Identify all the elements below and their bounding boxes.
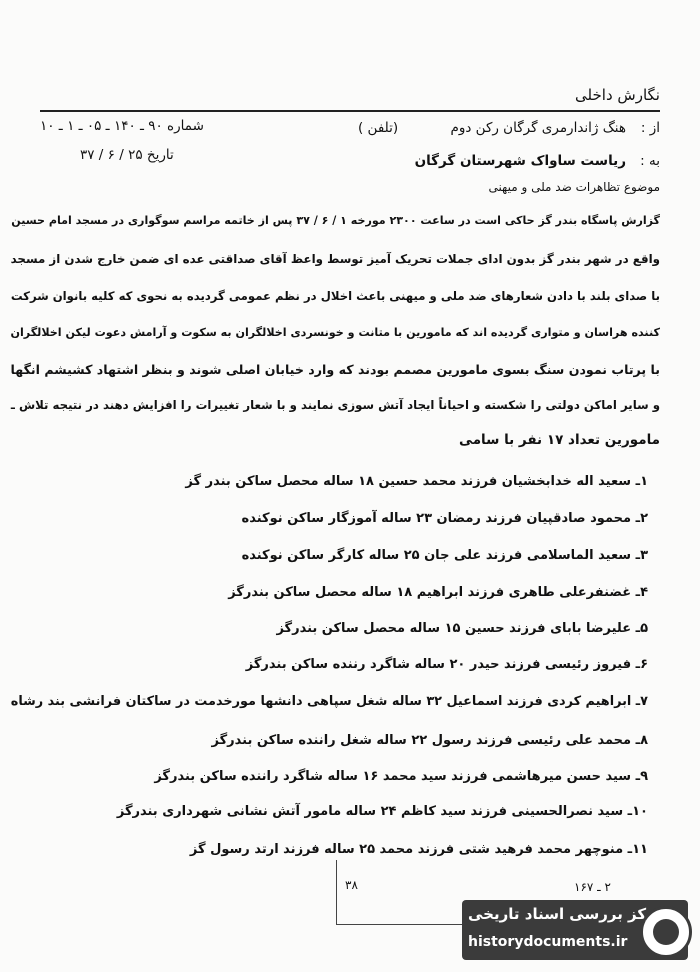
- list-item: ۸ـ محمد علی رئیسی فرزند رسول ۲۲ ساله شغل راننده ساکن بندرگز: [211, 733, 648, 748]
- body-line-7: مامورین تعداد ۱۷ نفر با سامی: [459, 432, 660, 448]
- list-item: ۶ـ فیروز رئیسی فرزند حیدر ۲۰ ساله شاگرد رننده ساکن بندرگز: [245, 657, 648, 672]
- body-line-4: کننده هراسان و متواری گردیده اند که مامورین با متانت و خونسردی اخلالگران به سکوت و آرامش دعوت لیکن اخلالگران: [10, 326, 660, 339]
- list-item: ۱۰ـ سید نصرالحسینی فرزند سید کاظم ۲۴ ساله مامور آتش نشانی شهرداری بندرگز: [116, 804, 648, 819]
- list-item: ۵ـ علیرضا بابای فرزند حسین ۱۵ ساله محصل ساکن بندرگز: [276, 621, 648, 636]
- list-item: ۱۱ـ منوچهر محمد فرهید شتی فرزند محمد ۲۵ ساله فرزند ارتد رسول گز: [189, 842, 648, 857]
- from-label: از :: [640, 120, 660, 136]
- watermark-title: مرکز بررسی اسناد تاریخی: [468, 905, 665, 923]
- list-item: ۴ـ غضنفرعلی طاهری فرزند ابراهیم ۱۸ ساله محصل ساکن بندرگز: [228, 585, 648, 600]
- list-item: ۱ـ سعید اله خدابخشیان فرزند محمد حسین ۱۸ ساله محصل ساکن بندر گز: [185, 474, 648, 489]
- signature-box: [336, 860, 467, 925]
- signature-mark: ۳۸: [345, 878, 358, 892]
- letter-number: شماره ۹۰ ـ ۱۴۰ ـ ۰۵ ـ ۱ ـ ۱۰: [40, 118, 204, 134]
- to-label: به :: [640, 153, 660, 169]
- to-value: ریاست ساواک شهرستان گرگان: [414, 153, 626, 169]
- body-line-3: با صدای بلند با دادن شعارهای ضد ملی و میهنی باعث اخلال در نظم عمومی گردیده به نحوی که کلیه بانوان شرکت: [10, 289, 660, 303]
- from-value: هنگ ژاندارمری گرگان رکن دوم: [450, 120, 626, 136]
- body-line-6: و سایر اماکن دولتی را شکسته و احیاناً ایجاد آتش سوزی نمایند و با شعار تغییرات را افزایش دهند در نتیجه تلاش ـ: [10, 398, 660, 412]
- list-item: ۷ـ ابراهیم کردی فرزند اسماعیل ۳۲ ساله شغل سپاهی دانشها مورخدمت در ساکتان فرانشی بند رشاه: [10, 694, 648, 709]
- body-line-2: واقع در شهر بندر گز بدون ادای جملات تحریک آمیز توسط واعظ آقای صداقتی عده ای ضمن خارج شدن از مسجد: [10, 252, 660, 266]
- reference-code: ۲ ـ ۱۶۷: [574, 880, 611, 894]
- subject-line: موضوع تظاهرات ضد ملی و میهنی: [488, 180, 660, 194]
- body-line-1: گزارش پاسگاه بندر گز حاکی است در ساعت ۲۳۰۰ مورخه ۱ / ۶ / ۳۷ پس از خاتمه مراسم سوگواری در مسجد امام حسین: [11, 214, 660, 227]
- watermark-url: historydocuments.ir: [468, 934, 628, 950]
- letter-date: تاریخ ۲۵ / ۶ / ۳۷: [80, 147, 174, 163]
- document-title: نگارش داخلی: [575, 86, 660, 104]
- tel-field: (تلفن ): [358, 120, 399, 136]
- list-item: ۳ـ سعید الماسلامی فرزند علی جان ۲۵ ساله کارگر ساکن نوکنده: [241, 548, 648, 563]
- header-divider: [40, 110, 660, 112]
- body-line-5: با پرتاب نمودن سنگ بسوی مامورین مصمم بودند که وارد خیابان اصلی شوند و بنظر اشتهاد کشیشم انگها: [10, 362, 660, 377]
- list-item: ۲ـ محمود صادقپیان فرزند رمضان ۲۳ ساله آموزگار ساکن نوکنده: [241, 511, 648, 526]
- list-item: ۹ـ سید حسن میرهاشمی فرزند سید محمد ۱۶ ساله شاگرد راننده ساکن بندرگز: [154, 769, 648, 784]
